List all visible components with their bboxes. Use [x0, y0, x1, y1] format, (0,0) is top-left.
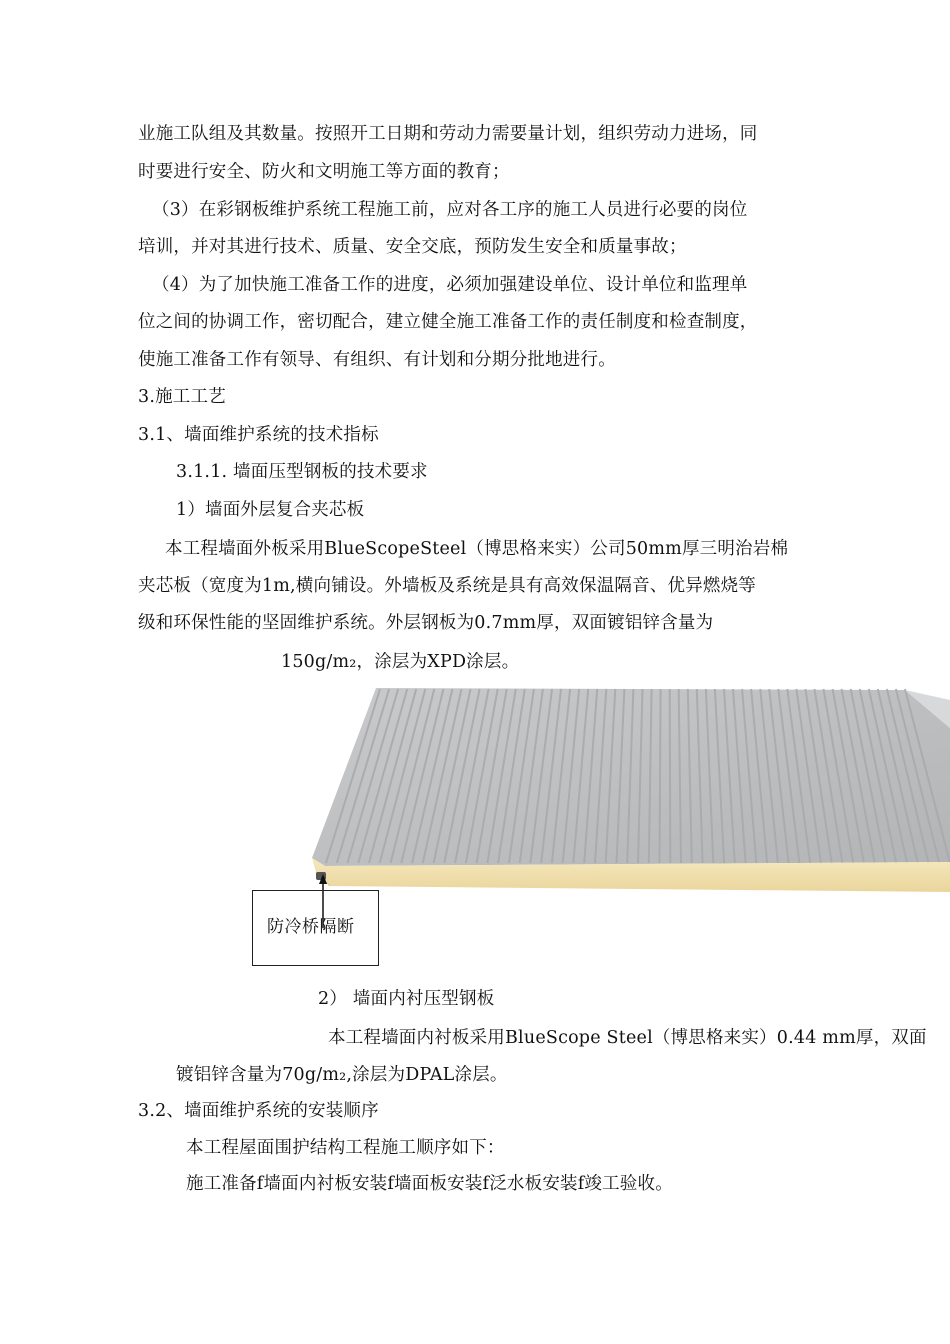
subsection-heading: 3.1.1. 墙面压型钢板的技术要求	[176, 462, 428, 482]
section-heading: 3.2、墙面维护系统的安装顺序	[138, 1101, 379, 1121]
panel-rib	[660, 689, 661, 863]
callout-label: 防冷桥隔断	[267, 917, 355, 937]
paragraph-line: 夹芯板（宽度为1m,横向铺设。外墙板及系统是具有高效保温隔音、优异燃烧等	[138, 576, 756, 596]
paragraph-line: 施工准备f墙面内衬板安装f墙面板安装f泛水板安装f竣工验收。	[186, 1174, 673, 1194]
paragraph-line: （4）为了加快施工准备工作的进度，必须加强建设单位、设计单位和监理单	[152, 275, 748, 295]
paragraph-line: 培训，并对其进行技术、质量、安全交底，预防发生安全和质量事故；	[138, 237, 687, 257]
section-heading: 3.施工工艺	[138, 387, 226, 407]
paragraph-line: 业施工队组及其数量。按照开工日期和劳动力需要量计划，组织劳动力进场，同	[138, 124, 758, 144]
item-heading: 2） 墙面内衬压型钢板	[318, 989, 495, 1009]
paragraph-line: 位之间的协调工作，密切配合，建立健全施工准备工作的责任制度和检查制度，	[138, 312, 758, 332]
paragraph-line: 本工程屋面围护结构工程施工顺序如下：	[186, 1138, 505, 1158]
paragraph-line: 时要进行安全、防火和文明施工等方面的教育；	[138, 162, 510, 182]
section-heading: 3.1、墙面维护系统的技术指标	[138, 425, 379, 445]
paragraph-line: 镀铝锌含量为70g/m₂,涂层为DPAL涂层。	[176, 1065, 508, 1085]
paragraph-line: 使施工准备工作有领导、有组织、有计划和分期分批地进行。	[138, 350, 616, 370]
paragraph-line: 150g/m₂，涂层为XPD涂层。	[281, 652, 520, 672]
item-heading: 1）墙面外层复合夹芯板	[176, 500, 365, 520]
paragraph-line: （3）在彩钢板维护系统工程施工前，应对各工序的施工人员进行必要的岗位	[152, 200, 748, 220]
thermal-break-callout	[252, 890, 379, 966]
paragraph-line: 级和环保性能的坚固维护系统。外层钢板为0.7mm厚，双面镀铝锌含量为	[138, 613, 714, 633]
paragraph-line: 本工程墙面外板采用BlueScopeSteel（博思格来实）公司50mm厚三明治岩棉	[165, 539, 789, 559]
panel-rib	[670, 689, 671, 863]
paragraph-line: 本工程墙面内衬板采用BlueScope Steel（博思格来实）0.44 mm厚，双面	[328, 1028, 927, 1048]
